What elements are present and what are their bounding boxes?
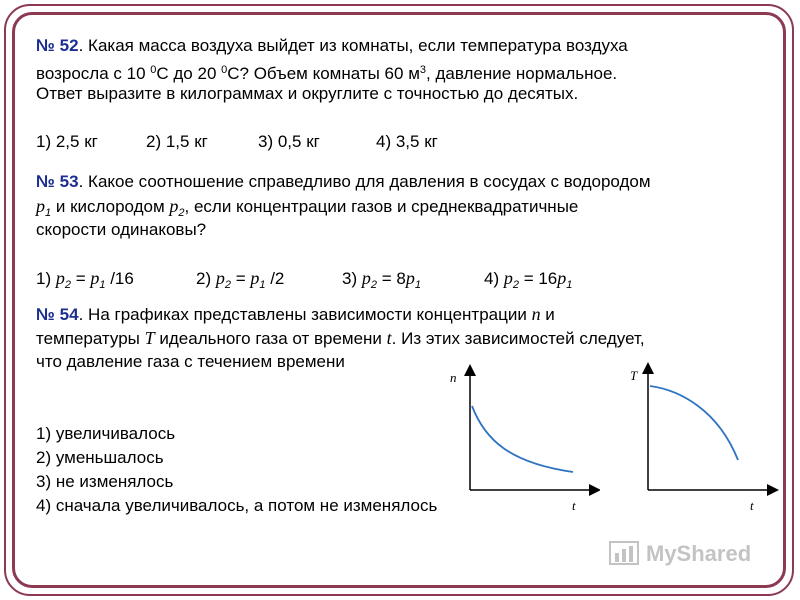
q53-number: № 53 — [36, 172, 79, 191]
q52-line3: Ответ выразите в килограммах и округлите с точностью до десятых. — [36, 84, 579, 103]
q52-option-4[interactable]: 4) 3,5 кг — [376, 132, 438, 151]
graph-T-vs-t — [620, 360, 780, 520]
q52-line1: № 52. Какая масса воздуха выйдет из комнаты, если температура воздуха — [36, 36, 628, 55]
t-axis-label-left: t — [572, 498, 576, 513]
T-curve — [650, 386, 738, 460]
q54-option-4[interactable]: 4) сначала увеличивалось, а потом не изменялось — [36, 496, 438, 515]
q54-option-2[interactable]: 2) уменьшалось — [36, 448, 164, 467]
q52-number: № 52 — [36, 36, 79, 55]
q54-option-3[interactable]: 3) не изменялось — [36, 472, 174, 491]
q52-line2: возросла с 10 $^0$С до 20 $^0$С? Объем комнаты 60 $м^3$, давление нормальное. — [36, 64, 618, 83]
q52-option-2[interactable]: 2) 1,5 кг — [146, 132, 208, 151]
q53-option-4[interactable]: 4) $p_2 = 16p_1$ — [484, 268, 573, 291]
q53-option-2[interactable]: 2) $p_2 = p_1$ /2 — [196, 268, 285, 291]
q53-line3: скорости одинаковы? — [36, 220, 207, 239]
q54-line2: температуры T идеального газа от времени t. Из этих зависимостей следует, — [36, 328, 645, 348]
n-curve — [472, 406, 573, 472]
q53-option-1[interactable]: 1) $p_2 = p_1$ /16 — [36, 268, 134, 291]
q52-option-1[interactable]: 1) 2,5 кг — [36, 132, 98, 151]
q54-line1: № 54. На графиках представлены зависимости концентрации n и — [36, 304, 555, 324]
myshared-logo — [608, 540, 751, 568]
logo-chart-icon — [608, 540, 640, 568]
q53-line2: $p_1$ и кислородом $p_2$, если концентрации газов и среднеквадратичные — [36, 196, 579, 219]
q53-line1: № 53. Какое соотношение справедливо для давления в сосудах с водородом — [36, 172, 651, 191]
t-axis-label-right: t — [750, 498, 754, 513]
q53-option-3[interactable]: 3) $p_2 = 8p_1$ — [342, 268, 421, 291]
q52-option-3[interactable]: 3) 0,5 кг — [258, 132, 320, 151]
graph-n-vs-t — [440, 360, 600, 520]
logo-text: MyShared — [646, 541, 752, 566]
n-axis-label: n — [450, 370, 457, 385]
q54-number: № 54 — [36, 305, 79, 324]
q54-option-1[interactable]: 1) увеличивалось — [36, 424, 176, 443]
q54-line3: что давление газа с течением времени — [36, 352, 345, 371]
T-axis-label: T — [630, 368, 638, 383]
